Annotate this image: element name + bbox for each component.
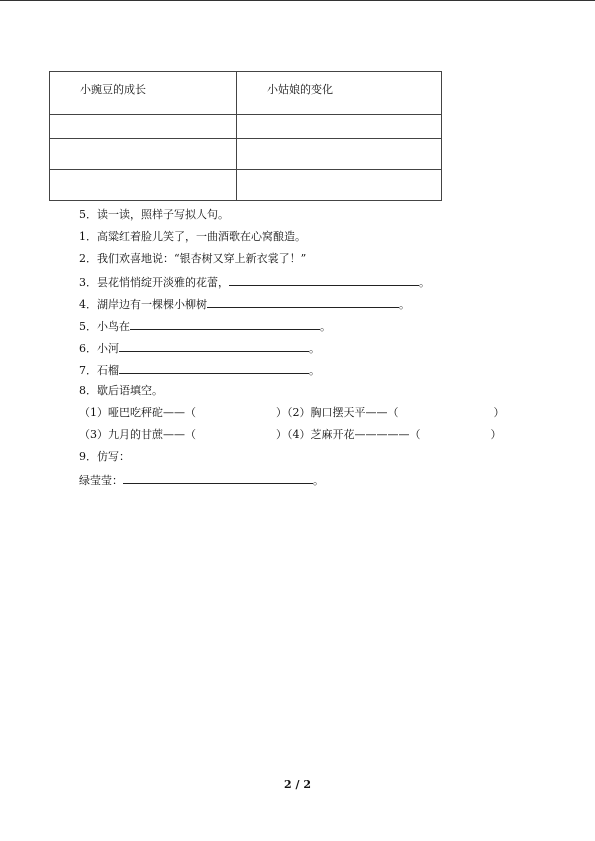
page-top-rule (0, 0, 595, 1)
sentence-4-text: 4．湖岸边有一棵棵小柳树 (79, 298, 207, 311)
answer-cell[interactable] (50, 115, 237, 139)
xiehouyu-4-close: ） (490, 428, 502, 441)
xiehouyu-2: ）（2）胸口摆天平——（ (276, 406, 399, 419)
col1-header: 小豌豆的成长 (80, 83, 146, 96)
answer-blank[interactable] (130, 318, 320, 330)
sentence-7-text: 7．石榴 (79, 364, 119, 377)
xiehouyu-4: ）（4）芝麻开花—————（ (276, 428, 421, 441)
answer-blank[interactable] (123, 472, 313, 484)
table-row (50, 72, 442, 115)
sample-sentence-2: 2．我们欢喜地说：“银杏树又穿上新衣裳了！” (79, 252, 307, 265)
period: 。 (419, 276, 430, 289)
answer-cell[interactable] (237, 170, 442, 201)
xiehouyu-3: （3）九月的甘蔗——（ (79, 428, 196, 441)
question-8: 8．歇后语填空。 (79, 384, 163, 397)
answer-cell[interactable] (50, 170, 237, 201)
answer-cell[interactable] (237, 139, 442, 170)
page-number: 2 / 2 (284, 778, 311, 791)
table-header-cell (50, 72, 237, 115)
answer-cell[interactable] (237, 115, 442, 139)
sentence-6 (79, 340, 320, 356)
question-5: 5．读一读，照样子写拟人句。 (79, 208, 229, 221)
xiehouyu-row-1 (79, 406, 505, 420)
sentence-4 (79, 296, 410, 312)
answer-blank[interactable] (207, 296, 399, 308)
imitation-sentence (79, 472, 324, 488)
period: 。 (313, 474, 324, 487)
sample-sentence-1: 1．高粱红着脸儿笑了，一曲酒歌在心窝酿造。 (79, 230, 306, 243)
period: 。 (399, 298, 410, 311)
xiehouyu-1: （1）哑巴吃秤砣——（ (79, 406, 196, 419)
xiehouyu-2-close: ） (493, 406, 505, 419)
col2-header: 小姑娘的变化 (267, 83, 333, 96)
sentence-6-text: 6．小河 (79, 342, 119, 355)
sentence-7 (79, 362, 320, 378)
question-9: 9．仿写： (79, 450, 130, 463)
table-row (50, 139, 442, 170)
xiehouyu-row-2 (79, 428, 502, 442)
sentence-3 (79, 274, 430, 290)
table-header-cell (237, 72, 442, 115)
answer-blank[interactable] (119, 340, 309, 352)
period: 。 (320, 320, 331, 333)
period: 。 (309, 342, 320, 355)
answer-blank[interactable] (119, 362, 309, 374)
answer-cell[interactable] (50, 139, 237, 170)
sentence-5-text: 5．小鸟在 (79, 320, 130, 333)
sentence-5 (79, 318, 331, 334)
table-row (50, 170, 442, 201)
table-row (50, 115, 442, 139)
period: 。 (309, 364, 320, 377)
growth-table (49, 71, 442, 201)
imitation-label: 绿莹莹： (79, 474, 123, 487)
sentence-3-text: 3．昙花悄悄绽开淡雅的花蕾， (79, 276, 229, 289)
answer-blank[interactable] (229, 274, 419, 286)
